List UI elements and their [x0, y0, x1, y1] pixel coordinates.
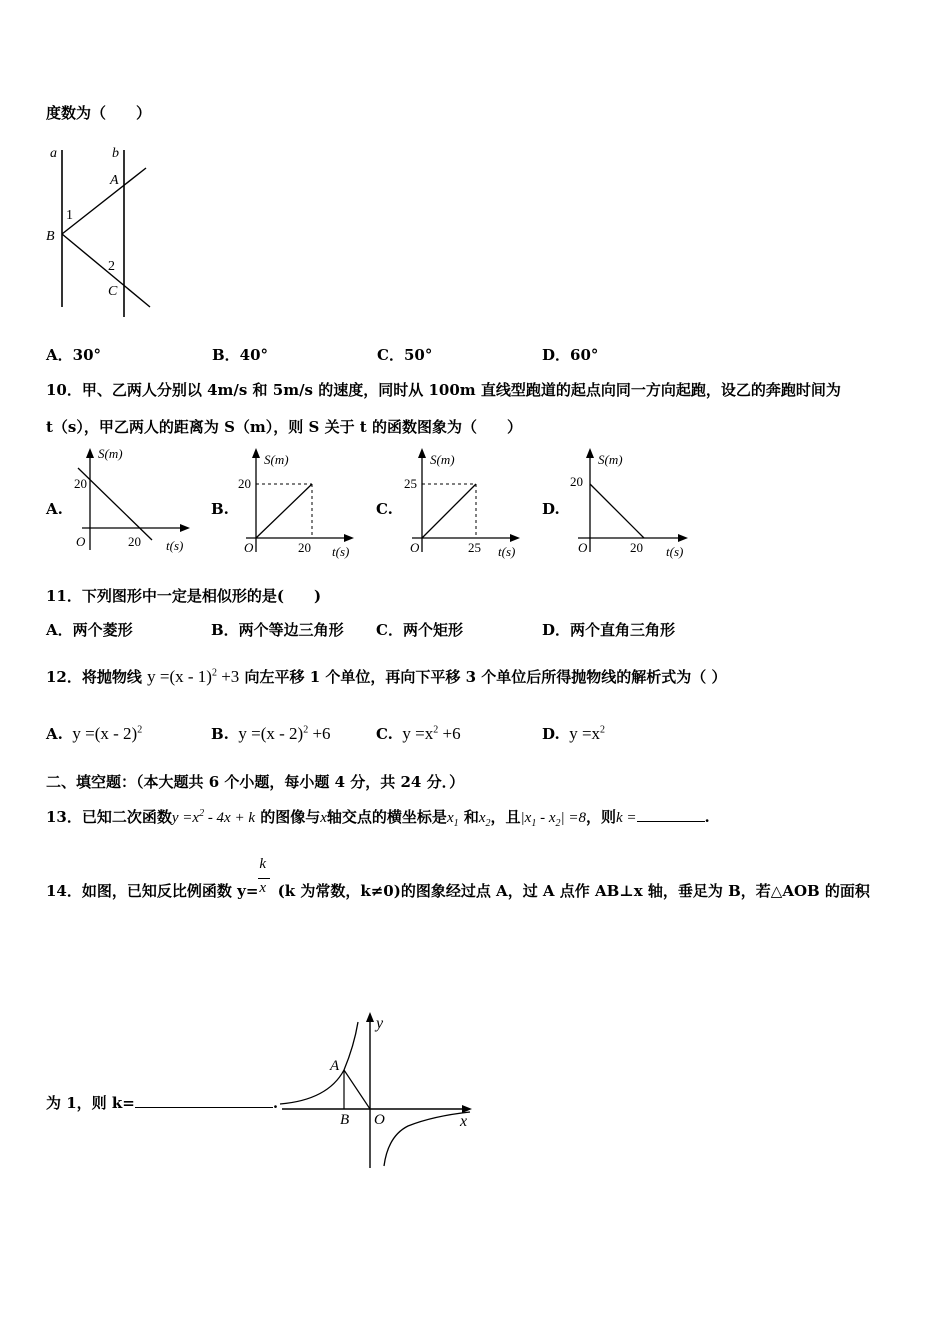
q13-prefix: 13．已知二次函数: [46, 808, 172, 826]
q13-x2: $x_2$: [478, 810, 491, 829]
q9-option-c: C．50°: [377, 346, 433, 364]
q12-option-b-formula: y =(x - 2)$^2$ +6: [234, 724, 331, 743]
q14-prefix: 14．如图，已知反比例函数 y=: [46, 882, 259, 900]
graph-a-ytick: 20: [74, 476, 87, 491]
q14-k-prompt: 为 1，则 k=: [46, 1094, 135, 1112]
q9-option-a: A．30°: [46, 346, 102, 364]
graph-b-xtick: 20: [298, 540, 311, 555]
q11-option-b: B．两个等边三角形: [211, 621, 344, 639]
label-B: B: [46, 229, 55, 244]
q13-mid2: 轴交点的横坐标是: [326, 808, 447, 826]
q12-prefix: 12．将抛物线: [46, 668, 142, 686]
graph-b-ylabel: S(m): [264, 452, 289, 467]
label-C: C: [108, 284, 118, 299]
q10-stem-line2: t（s），甲乙两人的距离为 S（m），则 S 关于 t 的函数图象为（ ）: [46, 418, 522, 436]
graph-c-origin: O: [410, 540, 420, 555]
label-angle-1: 1: [66, 208, 73, 223]
section2-heading: 二、填空题：（本大题共 6 个小题，每小题 4 分，共 24 分．）: [46, 773, 465, 791]
q13-k-equals: k =: [616, 810, 637, 826]
graph-c-xtick: 25: [468, 540, 481, 555]
q12-option-c: [376, 724, 461, 744]
q12-parabola-formula: y =(x - 1)$^2$ +3: [147, 667, 240, 686]
q13-x1: $x_1$: [446, 810, 459, 829]
graph-a-xlabel: t(s): [166, 538, 184, 553]
q9-parallel-lines-figure: [44, 142, 154, 320]
q12-option-c-letter: C.: [376, 725, 393, 743]
q12-option-b: [211, 724, 331, 744]
label-a: a: [50, 146, 57, 161]
label-b: b: [112, 146, 119, 161]
q14-end: .: [272, 1094, 279, 1112]
q14-line2: [46, 1092, 278, 1113]
q13-comma: ，且: [490, 808, 521, 826]
q12-option-a: [46, 724, 142, 744]
graph-d-xlabel: t(s): [666, 544, 684, 559]
q13-function: $y =x^2 - 4x + k$: [171, 808, 255, 826]
q10-stem-line1: 10．甲、乙两人分别以 4m/s 和 5m/s 的速度，同时从 100m 直线型跑道的起点向同一方向起跑，设乙的奔跑时间为: [46, 381, 841, 399]
q10-graph-b: [236, 448, 358, 562]
q10-graph-d: [568, 448, 692, 562]
q14-stem: [46, 856, 870, 901]
q10-option-b-letter: B.: [211, 500, 229, 518]
q12-option-c-formula: $y =x^2 +6$: [398, 724, 461, 743]
q12-option-d-formula: $y =x^2$: [564, 724, 606, 743]
label-A: A: [110, 173, 119, 188]
graph-b-origin: O: [244, 540, 254, 555]
q9-intro: 度数为（ ）: [46, 104, 152, 122]
fig14-label-O: O: [374, 1112, 385, 1128]
q12-option-d: [542, 724, 605, 744]
fig14-label-B: B: [340, 1112, 350, 1128]
q11-option-a: A．两个菱形: [46, 621, 133, 639]
q12-option-b-letter: B.: [211, 725, 229, 743]
q12-suffix: 向左平移 1 个单位，再向下平移 3 个单位后所得抛物线的解析式为（ ）: [244, 668, 727, 686]
q13-stem: [46, 806, 710, 829]
q14-answer-blank[interactable]: [135, 1093, 273, 1108]
graph-a-ylabel: S(m): [98, 448, 123, 461]
q10-option-d-letter: D.: [542, 500, 560, 518]
graph-d-ylabel: S(m): [598, 452, 623, 467]
q13-mid1: 的图像与: [260, 808, 321, 826]
fig14-label-x: x: [460, 1113, 468, 1130]
q11-option-d: D．两个直角三角形: [542, 621, 676, 639]
q13-end: .: [704, 808, 710, 826]
graph-d-origin: O: [578, 540, 588, 555]
q13-then: ，则: [585, 808, 616, 826]
graph-d-ytick: 20: [570, 474, 583, 489]
q12-option-a-letter: A.: [46, 725, 63, 743]
q13-axis-x: x: [320, 810, 327, 826]
q11-stem: 11．下列图形中一定是相似形的是( ): [46, 587, 322, 605]
graph-a-origin: O: [76, 534, 86, 549]
q10-graph-a: [72, 448, 194, 562]
graph-c-ytick: 25: [404, 476, 417, 491]
label-angle-2: 2: [108, 259, 115, 274]
q9-option-b: B．40°: [212, 346, 269, 364]
q13-answer-blank[interactable]: [637, 807, 705, 822]
graph-c-ylabel: S(m): [430, 452, 455, 467]
q10-option-c-letter: C.: [376, 500, 393, 518]
q14-fraction: $\frac{k}{x}$: [258, 886, 272, 896]
graph-b-xlabel: t(s): [332, 544, 350, 559]
q12-option-a-formula: y =(x - 2)$^2$: [68, 724, 143, 743]
q10-graph-c: [402, 448, 524, 562]
q13-and: 和: [463, 808, 479, 826]
graph-a-xtick: 20: [128, 534, 141, 549]
q14-suffix: (k 为常数，k≠0)的图象经过点 A，过 A 点作 AB⊥x 轴，垂足为 B，若△AOB 的面积: [277, 882, 870, 900]
graph-c-xlabel: t(s): [498, 544, 516, 559]
graph-d-xtick: 20: [630, 540, 643, 555]
graph-b-ytick: 20: [238, 476, 251, 491]
q14-hyperbola-figure: [278, 1008, 478, 1173]
q11-option-c: C．两个矩形: [376, 621, 463, 639]
q12-option-d-letter: D.: [542, 725, 560, 743]
q13-abs-condition: $|x_1 - x_2| =8$: [520, 810, 586, 829]
q10-option-a-letter: A.: [46, 500, 63, 518]
q9-option-d: D．60°: [542, 346, 599, 364]
fig14-label-y: y: [376, 1015, 384, 1032]
fig14-label-A: A: [330, 1058, 340, 1074]
q12-stem: [46, 666, 727, 687]
